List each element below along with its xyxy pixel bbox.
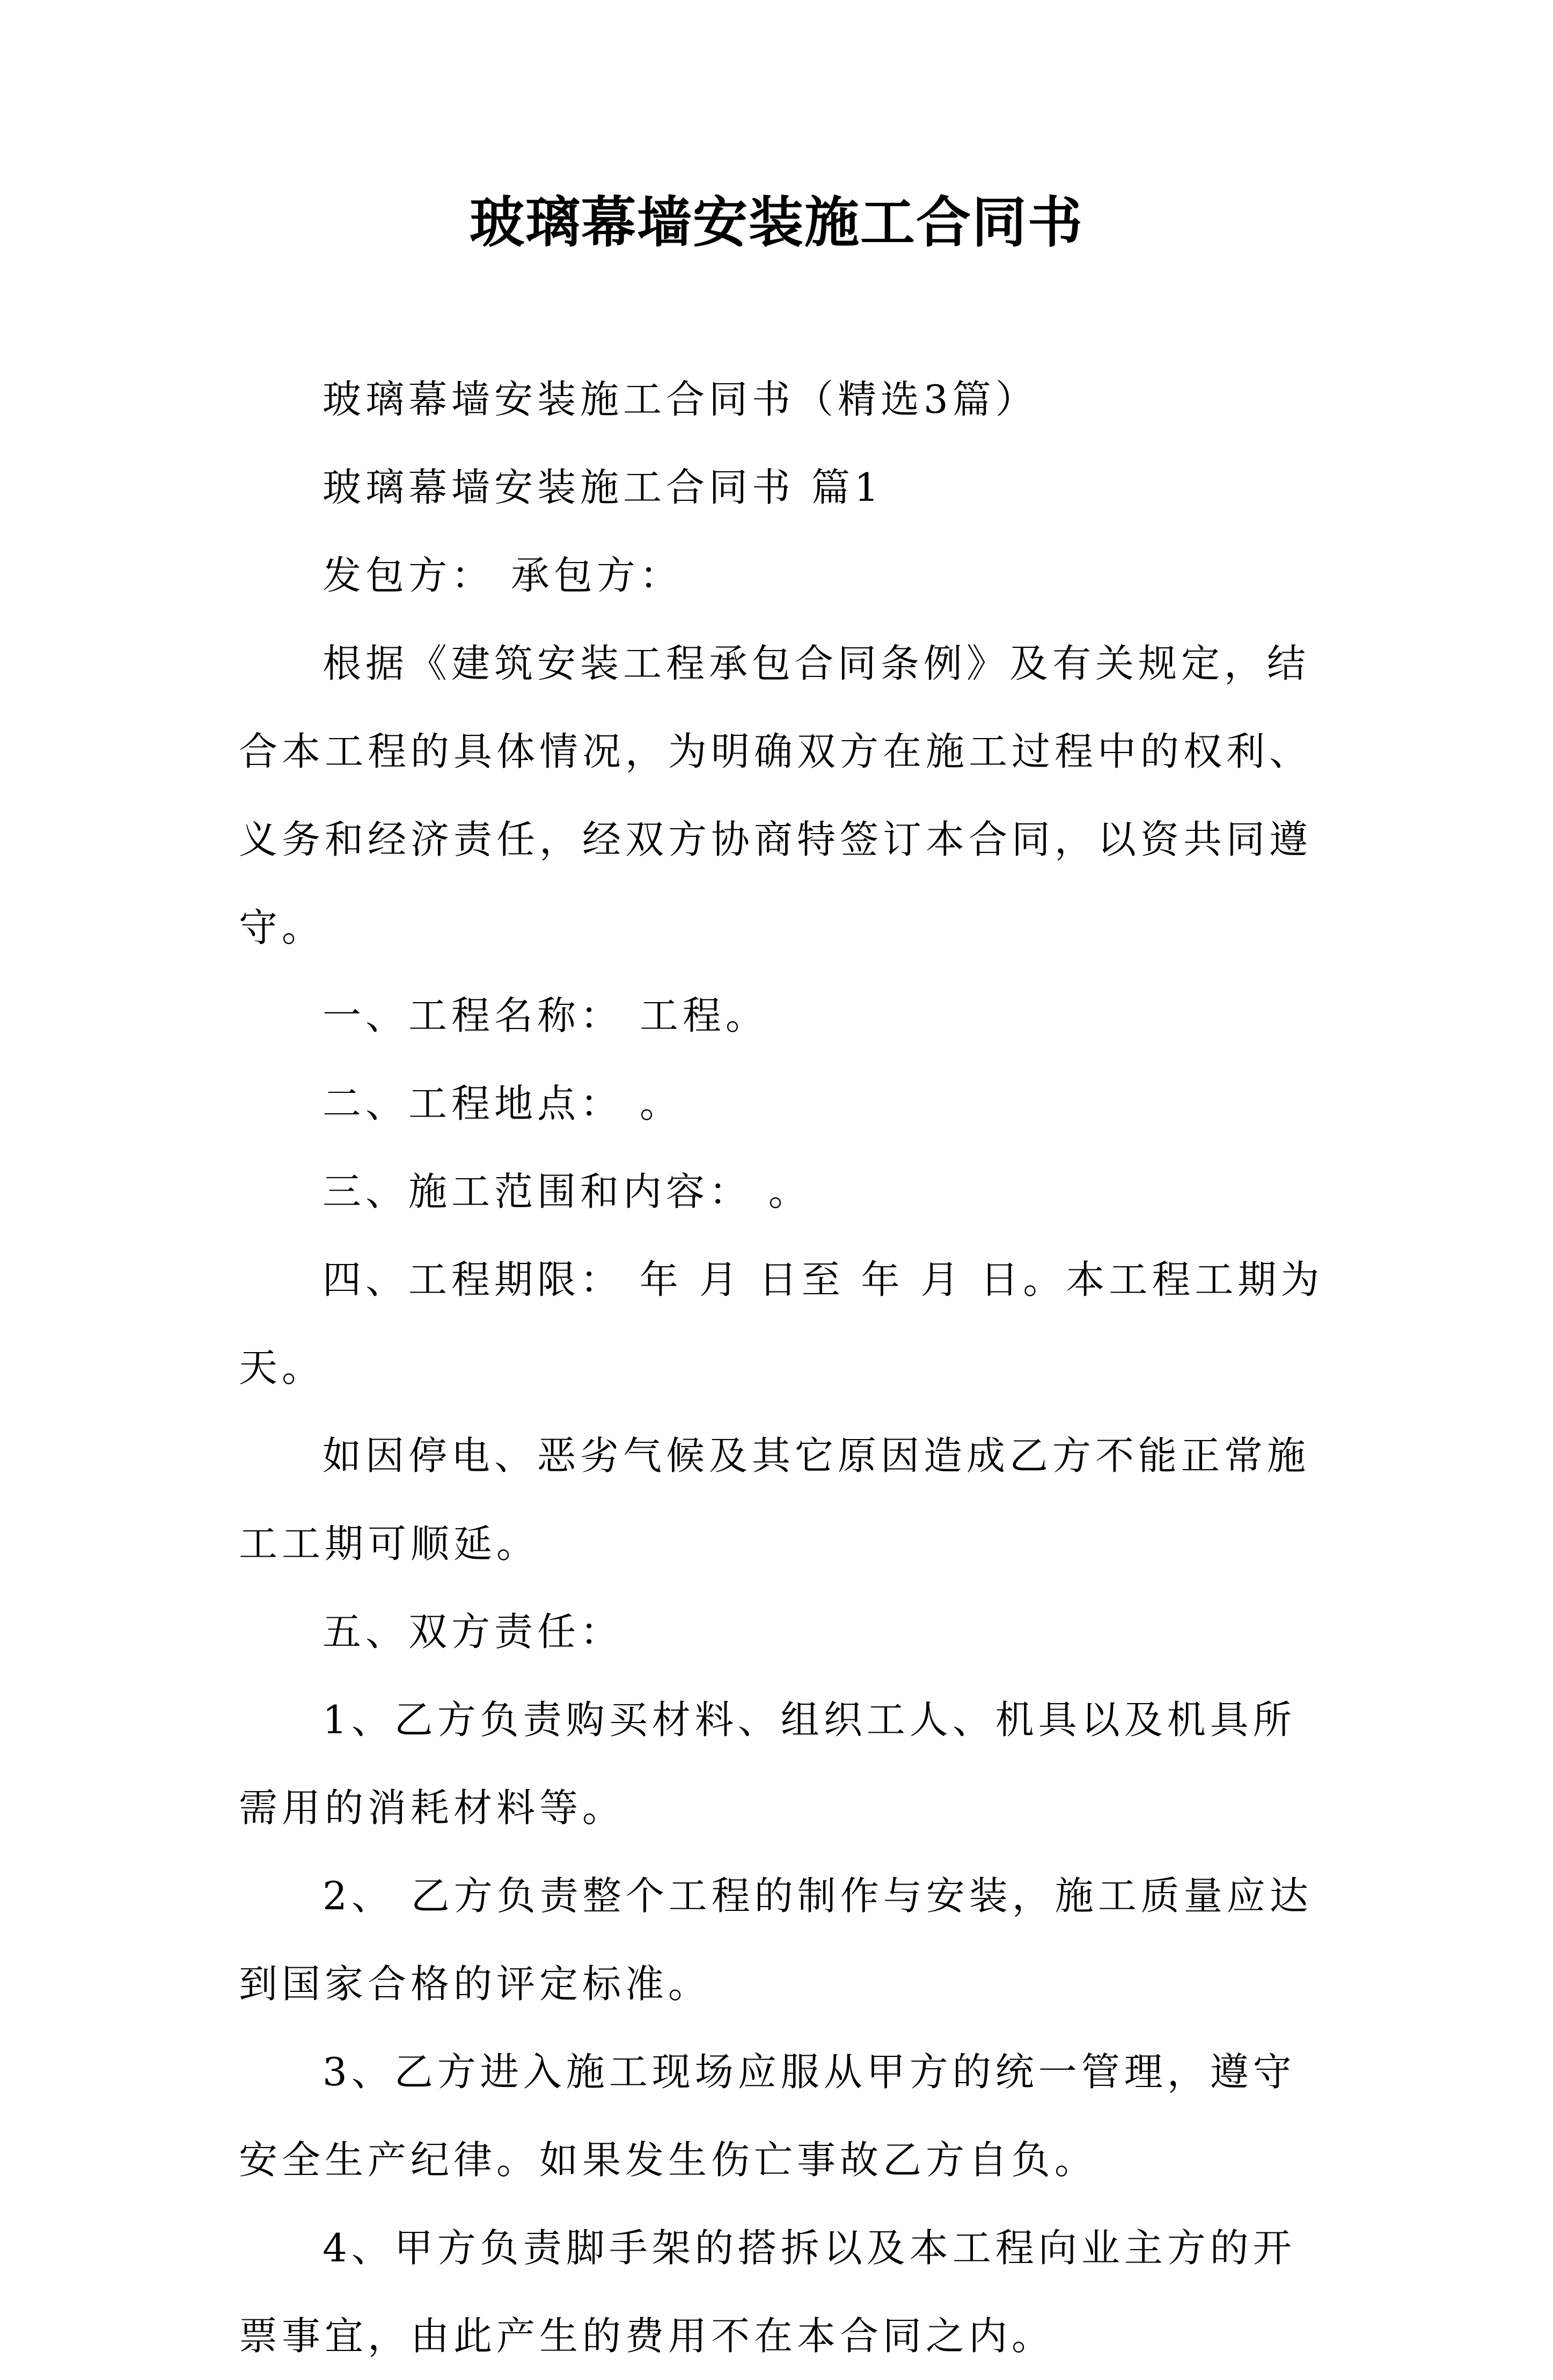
paragraph-clause-3: 3、乙方进入施工现场应服从甲方的统一管理，遵守安全生产纪律。如果发生伤亡事故乙方自负。 bbox=[239, 2049, 1296, 2182]
paragraph-scope: 三、施工范围和内容： 。 bbox=[323, 1169, 811, 1214]
paragraph-section-heading: 玻璃幕墙安装施工合同书 篇1 bbox=[323, 465, 883, 510]
paragraph-duration: 四、工程期限： 年 月 日至 年 月 日。本工程工期为天。 bbox=[239, 1257, 1324, 1390]
paragraph-clause-2: 2、 乙方负责整个工程的制作与安装，施工质量应达到国家合格的评定标准。 bbox=[239, 1873, 1313, 2006]
paragraph-responsibilities-heading: 五、双方责任： bbox=[323, 1609, 624, 1654]
paragraph-collection-heading: 玻璃幕墙安装施工合同书（精选3篇） bbox=[323, 377, 1038, 422]
paragraph-preamble: 根据《建筑安装工程承包合同条例》及有关规定，结合本工程的具体情况，为明确双方在施工过程中的权利、义务和经济责任，经双方协商特签订本合同，以资共同遵守。 bbox=[239, 641, 1313, 950]
document-title: 玻璃幕墙安装施工合同书 bbox=[470, 191, 1083, 255]
document-body bbox=[239, 355, 1334, 2380]
paragraph-parties: 发包方： 承包方： bbox=[323, 553, 683, 598]
paragraph-project-location: 二、工程地点： 。 bbox=[323, 1081, 683, 1126]
paragraph-clause-1: 1、乙方负责购买材料、组织工人、机具以及机具所需用的消耗材料等。 bbox=[239, 1697, 1296, 1830]
paragraph-extension: 如因停电、恶劣气候及其它原因造成乙方不能正常施工工期可顺延。 bbox=[239, 1433, 1310, 1566]
paragraph-clause-4: 4、甲方负责脚手架的搭拆以及本工程向业主方的开票事宜，由此产生的费用不在本合同之内。 bbox=[239, 2225, 1296, 2359]
paragraph-project-name: 一、工程名称： 工程。 bbox=[323, 993, 768, 1038]
